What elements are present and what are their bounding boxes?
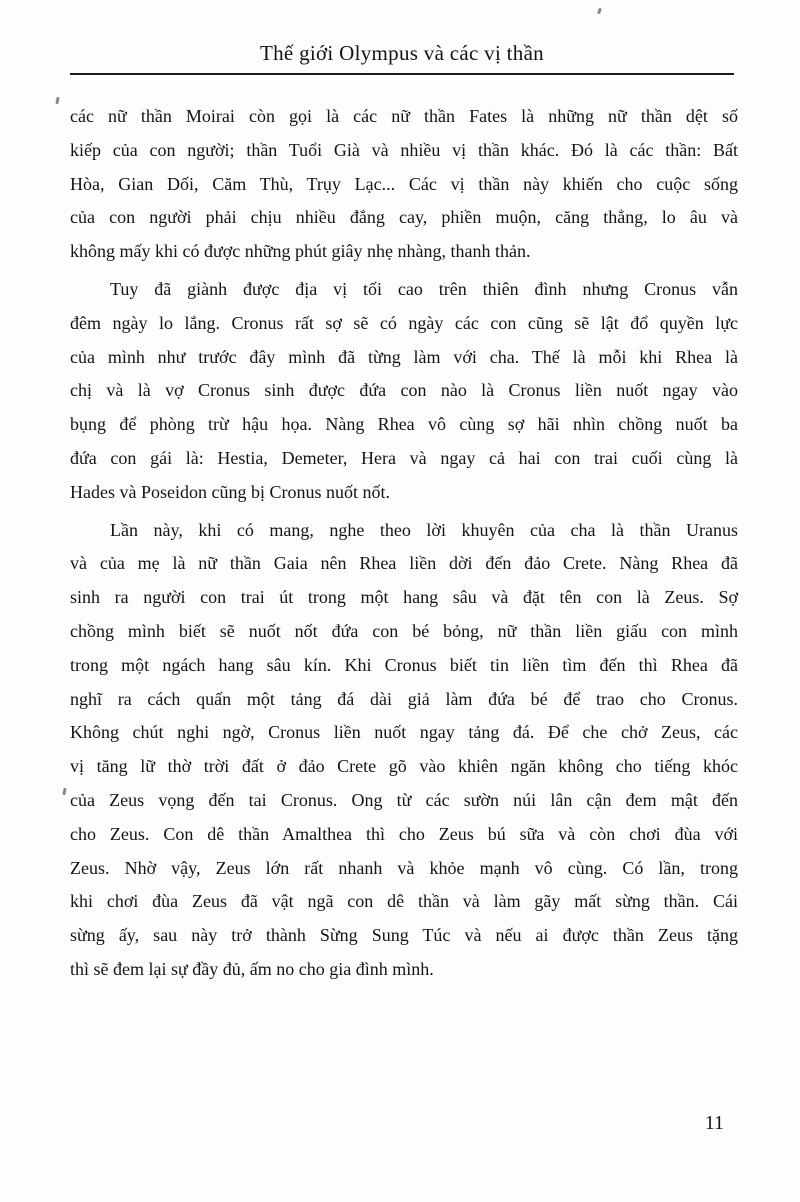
paragraph <box>70 514 738 987</box>
running-header <box>70 40 734 75</box>
text-line: và của mẹ là nữ thần Gaia nên Rhea liền dời đến đảo Crete. Nàng Rhea đã <box>70 553 738 574</box>
body-text <box>70 100 738 987</box>
paragraph <box>70 100 738 269</box>
text-line: các nữ thần Moirai còn gọi là các nữ thần Fates là những nữ thần dệt số <box>70 106 738 126</box>
text-line: Hòa, Gian Dối, Căm Thù, Trụy Lạc... Các vị thần này khiến cho cuộc sống <box>70 173 738 194</box>
text-line: Hades và Poseidon cũng bị Cronus nuốt nốt. <box>70 481 390 502</box>
text-line: Tuy đã giành được địa vị tối cao trên thiên đình nhưng Cronus vẫn <box>110 278 738 299</box>
text-line: nghĩ ra cách quấn một tảng đá dài giả làm đứa bé để trao cho Cronus. <box>70 688 738 709</box>
text-line: kiếp của con người; thần Tuổi Già và nhiều vị thần khác. Đó là các thần: Bất <box>70 139 738 160</box>
text-line: đêm ngày lo lắng. Cronus rất sợ sẽ có ngày các con cũng sẽ lật đổ quyền lực <box>70 312 738 333</box>
text-line: thì sẽ đem lại sự đầy đủ, ấm no cho gia đình mình. <box>70 958 434 979</box>
text-line: của Zeus vọng đến tai Cronus. Ong từ các sườn núi lân cận đem mật đến <box>70 789 738 810</box>
text-line: không mấy khi có được những phút giây nhẹ nhàng, thanh thản. <box>70 241 531 262</box>
text-line: vị tăng lữ thờ trời đất ở đảo Crete gõ vào khiên ngăn không cho tiếng khóc <box>70 756 738 777</box>
text-line: chồng mình biết sẽ nuốt nốt đứa con bé bỏng, nữ thần liền giấu con mình <box>70 620 738 641</box>
scan-speck <box>55 97 59 104</box>
text-line: sừng ấy, sau này trở thành Sừng Sung Túc và nếu ai được thần Zeus tặng <box>70 925 738 946</box>
scan-speck <box>597 8 602 15</box>
text-line: chị và là vợ Cronus sinh được đứa con nào là Cronus liền nuốt ngay vào <box>70 380 738 401</box>
text-line: Lần này, khi có mang, nghe theo lời khuyên của cha là thần Uranus <box>110 519 738 540</box>
text-line: đứa con gái là: Hestia, Demeter, Hera và ngay cả hai con trai cuối cùng là <box>70 447 738 468</box>
text-line: khi chơi đùa Zeus đã vật ngã con dê thần và làm gãy mất sừng thần. Cái <box>70 891 738 912</box>
text-line: bụng để phòng trừ hậu họa. Nàng Rhea vô cùng sợ hãi nhìn chồng nuốt ba <box>70 414 738 435</box>
paragraph <box>70 273 738 510</box>
header-rule <box>70 73 734 75</box>
text-line: cho Zeus. Con dê thần Amalthea thì cho Zeus bú sữa và còn chơi đùa với <box>70 823 738 844</box>
text-line: Zeus. Nhờ vậy, Zeus lớn rất nhanh và khỏe mạnh vô cùng. Có lần, trong <box>70 857 738 878</box>
text-line: của con người phải chịu nhiều đắng cay, phiền muộn, căng thẳng, lo âu và <box>70 207 738 228</box>
scan-speck <box>62 788 66 795</box>
text-line: trong một ngách hang sâu kín. Khi Cronus biết tin liền tìm đến thì Rhea đã <box>70 654 738 675</box>
text-line: của mình như trước đây mình đã từng làm với cha. Thế là mỗi khi Rhea là <box>70 346 738 367</box>
page-number: 11 <box>704 1112 724 1134</box>
chapter-title: Thế giới Olympus và các vị thần <box>259 41 544 65</box>
text-line: Không chút nghi ngờ, Cronus liền nuốt ngay tảng đá. Để che chở Zeus, các <box>70 722 738 743</box>
text-line: sinh ra người con trai út trong một hang sâu và đặt tên con là Zeus. Sợ <box>70 587 738 608</box>
